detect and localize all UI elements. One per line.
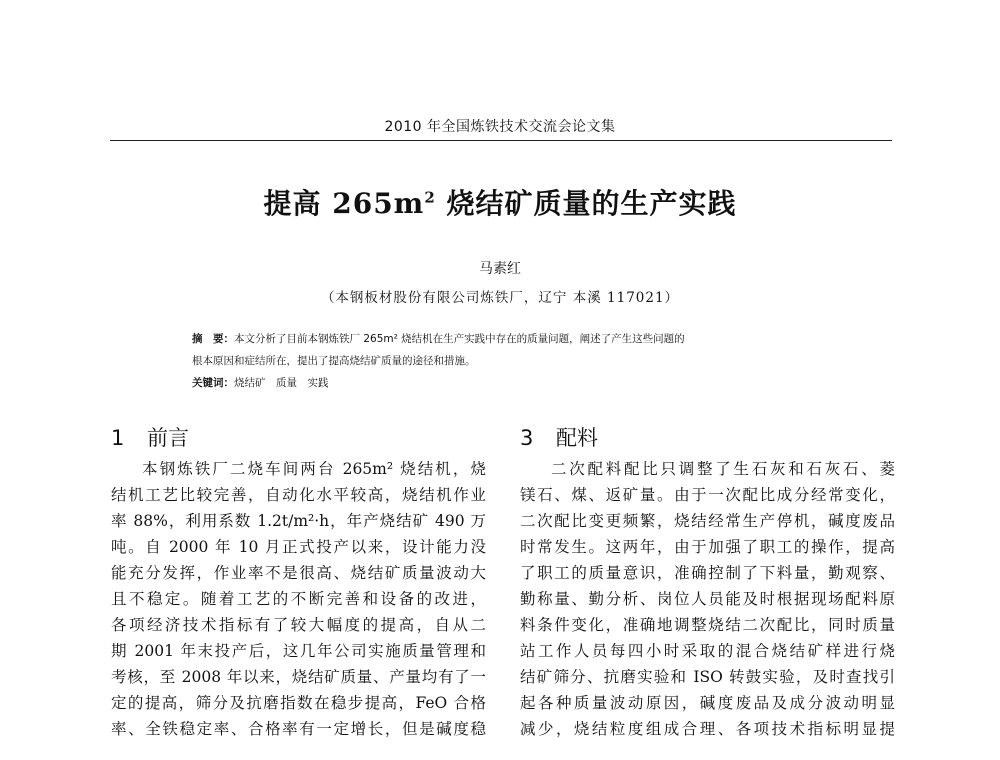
abstract-block bbox=[192, 328, 832, 394]
section-heading bbox=[111, 424, 486, 452]
abstract-line-1 bbox=[192, 328, 832, 350]
keywords-label: 关键词： bbox=[192, 377, 234, 389]
body-line: 料条件变化，准确地调整烧结二次配比，同时质量 bbox=[520, 616, 895, 634]
body-line: 减少，烧结粒度组成合理、各项技术指标明显提 bbox=[520, 720, 895, 738]
section-title: 配料 bbox=[556, 426, 598, 450]
section-batching bbox=[520, 424, 895, 742]
abstract-line-2: 根本原因和症结所在，提出了提高烧结矿质量的途径和措施。 bbox=[192, 355, 476, 367]
body-line: 本钢炼铁厂二烧车间两台 265m² 烧结机，烧 bbox=[142, 460, 486, 478]
body-line: 结机工艺比较完善，自动化水平较高，烧结机作业 bbox=[111, 486, 486, 504]
body-line: 率、全铁稳定率、合格率有一定增长，但是碱度稳 bbox=[111, 720, 486, 738]
body-line: 了职工的质量意识，准确控制了下料量，勤观察、 bbox=[520, 564, 895, 582]
header-rule bbox=[110, 140, 892, 141]
abstract-label: 摘 要： bbox=[192, 333, 234, 345]
paper-title-rest: 烧结矿质量的生产实践 bbox=[435, 187, 737, 220]
body-line: 二次配比变更频繁，烧结经常生产停机，碱度废品 bbox=[520, 512, 895, 530]
body-line: 定的提高，筛分及抗磨指数在稳步提高，FeO 合格 bbox=[111, 694, 486, 712]
section-title: 前言 bbox=[147, 426, 189, 450]
proceedings-header: 2010 年全国炼铁技术交流会论文集 bbox=[384, 119, 616, 135]
body-line: 站工作人员每四小时采取的混合烧结矿样进行烧 bbox=[520, 642, 895, 660]
body-line: 考核，至 2008 年以来，烧结矿质量、产量均有了一 bbox=[111, 668, 486, 686]
body-line: 吨。自 2000 年 10 月正式投产以来，设计能力没 bbox=[111, 538, 486, 556]
body-line: 时常发生。这两年，由于加强了职工的操作，提高 bbox=[520, 538, 895, 556]
keywords-line bbox=[192, 372, 832, 394]
body-line: 且不稳定。随着工艺的不断完善和设备的改进， bbox=[111, 590, 486, 608]
section-introduction bbox=[111, 424, 486, 742]
paper-title bbox=[0, 182, 1000, 222]
body-line: 二次配料配比只调整了生石灰和石灰石、菱 bbox=[551, 460, 895, 478]
keywords-text: 烧结矿 质量 实践 bbox=[234, 377, 329, 389]
body-line: 能充分发挥，作业率不是很高、烧结矿质量波动大 bbox=[111, 564, 486, 582]
section-number: 3 bbox=[520, 426, 534, 450]
paper-title-superscript: 2 bbox=[424, 188, 436, 207]
body-line: 期 2001 年末投产后，这几年公司实施质量管理和 bbox=[111, 642, 486, 660]
body-line: 结矿筛分、抗磨实验和 ISO 转鼓实验，及时查找引 bbox=[520, 668, 895, 686]
body-line: 镁石、煤、返矿量。由于一次配比成分经常变化， bbox=[520, 486, 895, 504]
paper-title-main: 提高 265m bbox=[263, 187, 425, 220]
section-heading bbox=[520, 424, 895, 452]
section-number: 1 bbox=[111, 426, 125, 450]
author-name: 马素红 bbox=[479, 261, 521, 277]
abstract-text-1: 本文分析了目前本钢炼铁厂 265m² 烧结机在生产实践中存在的质量问题，阐述了产生这些问题的 bbox=[234, 333, 685, 345]
body-line: 起各种质量波动原因，碱度废品及成分波动明显 bbox=[520, 694, 895, 712]
body-line: 率 88%，利用系数 1.2t/m²·h，年产烧结矿 490 万 bbox=[111, 512, 486, 530]
body-line: 勤称量、勤分析、岗位人员能及时根据现场配料原 bbox=[520, 590, 895, 608]
author-affiliation: （本钢板材股份有限公司炼铁厂，辽宁 本溪 117021） bbox=[320, 290, 680, 306]
body-line: 各项经济技术指标有了较大幅度的提高，自从二 bbox=[111, 616, 486, 634]
